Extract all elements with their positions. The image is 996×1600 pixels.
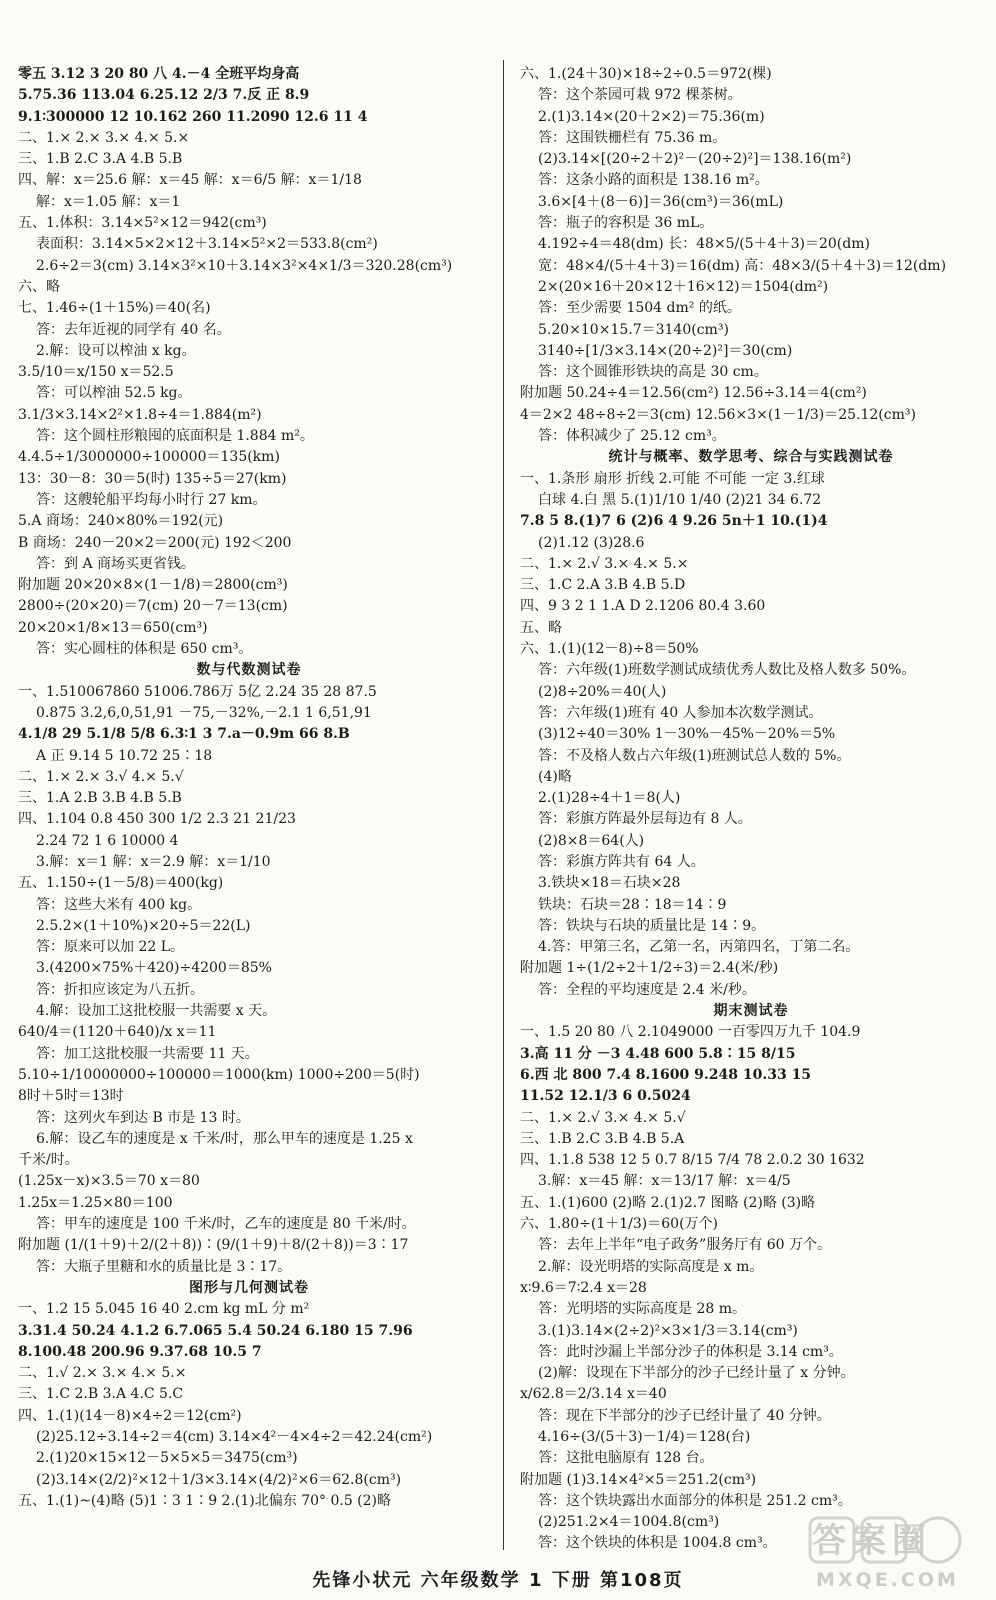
- answer-line: 六、略: [18, 278, 60, 295]
- answer-line: 三、1.B 2.C 3.B 4.B 5.A: [520, 1130, 685, 1147]
- answer-line: 答：这个茶园可栽 972 棵茶树。: [538, 87, 742, 104]
- answer-line: 答：体积减少了 25.12 cm³。: [538, 428, 726, 445]
- answer-line: 2.6÷2＝3(cm) 3.14×3²×10＋3.14×3²×4×1/3＝320.28(cm³): [36, 257, 453, 274]
- answer-line: 答：这个圆锥形铁块的高是 30 cm。: [538, 364, 768, 381]
- answer-line: 4.答：甲第三名，乙第一名，丙第四名，丁第二名。: [538, 939, 860, 956]
- answer-line: 附加题 (1/(1＋9)＋2/(2＋8))∶(9/(1＋9)＋8/(2＋8))＝3∶17: [18, 1237, 409, 1254]
- answer-line: 4.192÷4＝48(dm) 长：48×5/(5＋4＋3)＝20(dm): [538, 236, 870, 253]
- answer-line: 答：去年上半年“电子政务”服务厅有 60 万个。: [538, 1237, 832, 1254]
- answer-line: 附加题 1÷(1/2÷2＋1/2÷3)＝2.4(米/秒): [520, 960, 779, 977]
- answer-line: 一、1.2 15 5.045 16 40 2.cm kg mL 分 m²: [18, 1301, 310, 1318]
- answer-line: 答：这艘轮船平均每小时行 27 km。: [36, 491, 267, 508]
- answer-line: 答：实心圆柱的体积是 650 cm³。: [36, 641, 253, 658]
- answer-line: B 商场：240－20×2＝200(元) 192＜200: [18, 534, 292, 551]
- answer-line: 5.20×10×15.7＝3140(cm³): [538, 321, 729, 338]
- answer-line: 答：这个铁块的体积是 1004.8 cm³。: [538, 1535, 777, 1552]
- answer-line: 答：这条小路的面积是 138.16 m²。: [538, 172, 769, 189]
- answer-line: 答：不及格人数占六年级(1)班测试总人数的 5%。: [538, 747, 851, 764]
- answer-line: 答：加工这批校服一共需要 11 天。: [36, 1045, 259, 1062]
- answer-line: 答：瓶子的容积是 36 mL。: [538, 215, 714, 232]
- answer-line: 2.(1)28÷4＋1＝8(人): [538, 790, 681, 807]
- answer-line: 2.5.2×(1＋10%)×20÷5＝22(L): [36, 917, 251, 934]
- section-title: 数与代数测试卷: [196, 662, 302, 679]
- answer-line: 附加题 (1)3.14×4²×5＝251.2(cm³): [520, 1471, 757, 1488]
- answer-line: 3.解：x＝1 解：x＝2.9 解：x＝1/10: [36, 853, 271, 870]
- answer-line: 铁块：石块＝28∶18＝14∶9: [538, 896, 727, 913]
- answer-line: 3.1/3×3.14×2²×1.8÷4＝1.884(m²): [18, 406, 262, 423]
- answer-line: 1.25x＝1.25×80＝100: [18, 1194, 173, 1211]
- answer-line: 宽：48×4/(5＋4＋3)＝16(dm) 高：48×3/(5＋4＋3)＝12(dm): [538, 257, 947, 274]
- answer-line: x/62.8＝2/3.14 x＝40: [520, 1386, 667, 1403]
- answer-line: 一、1.条形 扇形 折线 2.可能 不可能 一定 3.红球: [520, 470, 825, 487]
- answer-line: 答：折扣应该定为八五折。: [36, 981, 204, 998]
- answer-line: 四、1.(1)(14－8)×4÷2＝12(cm²): [18, 1407, 242, 1424]
- answer-line: 3.(4200×75%＋420)÷4200＝85%: [36, 960, 272, 977]
- answer-line: 答：光明塔的实际高度是 28 m。: [538, 1301, 746, 1318]
- answer-line: 4＝2×2 48÷8÷2＝3(cm) 12.56×3×(1－1/3)＝25.12(cm³): [520, 406, 916, 423]
- answer-line: 答：铁块与石块的质量比是 14∶9。: [538, 917, 766, 934]
- answer-line: 6.解：设乙车的速度是 x 千米/时，那么甲车的速度是 1.25 x: [36, 1130, 413, 1147]
- answer-line: 四、9 3 2 1 1.A D 2.1206 80.4 3.60: [520, 598, 766, 615]
- answer-line: 五、1.(1)600 (2)略 2.(1)2.7 图略 (2)略 (3)略: [520, 1194, 816, 1211]
- answer-line: 7.8 5 8.(1)7 6 (2)6 4 9.26 5n＋1 10.(1)4: [520, 513, 828, 530]
- answer-line: 13：30－8：30＝5(时) 135÷5＝27(km): [18, 470, 287, 487]
- answer-line: 答：彩旗方阵最外层每边有 8 人。: [538, 811, 752, 828]
- answer-line: 三、1.B 2.C 3.A 4.B 5.B: [18, 151, 183, 168]
- answer-line: 5.A 商场：240×80%＝192(元): [18, 513, 224, 530]
- answer-line: 0.875 3.2,6,0,51,91 －75,－32%,－2.1 1 6,51,91: [36, 704, 372, 721]
- answer-line: 答：彩旗方阵共有 64 人。: [538, 853, 705, 870]
- answer-line: 三、1.C 2.B 3.A 4.C 5.C: [18, 1386, 184, 1403]
- answer-line: 答：这批电脑原有 128 台。: [538, 1450, 714, 1467]
- answer-line: (2)3.14×(2/2)²×12＋1/3×3.14×(4/2)²×6＝62.8(cm³): [36, 1471, 402, 1488]
- answer-line: 答：可以榨油 52.5 kg。: [36, 385, 192, 402]
- answer-line: 答：这些大米有 400 kg。: [36, 896, 202, 913]
- answer-line: 答：这围铁栅栏有 75.36 m。: [538, 129, 727, 146]
- answer-line: (2)8×8＝64(人): [538, 832, 645, 849]
- section-title: 统计与概率、数学思考、综合与实践测试卷: [608, 449, 894, 466]
- answer-line: 七、1.46÷(1＋15%)＝40(名): [18, 300, 211, 317]
- answer-line: 五、1.(1)~(4)略 (5)1∶3 1∶9 2.(1)北偏东 70° 0.5 (2)略: [18, 1492, 392, 1509]
- answer-line: 答：这个铁块露出水面部分的体积是 251.2 cm³。: [538, 1492, 852, 1509]
- answer-line: 8时＋5时＝13时: [18, 1088, 124, 1105]
- answer-line: 3.31.4 50.24 4.1.2 6.7.065 5.4 50.24 6.180 15 7.96: [18, 1322, 413, 1339]
- answer-line: 答：此时沙漏上半部分沙子的体积是 3.14 cm³。: [538, 1343, 843, 1360]
- answer-line: 四、1.104 0.8 450 300 1/2 2.3 21 21/23: [18, 811, 296, 828]
- answer-line: 答：这个圆柱形粮囤的底面积是 1.884 m²。: [36, 428, 314, 445]
- answer-line: 二、1.× 2.√ 3.× 4.× 5.×: [520, 555, 689, 572]
- answer-line: (2)3.14×[(20÷2＋2)²－(20÷2)²]＝138.16(m²): [538, 151, 852, 168]
- answer-line: 2.(1)20×15×12－5×5×5＝3475(cm³): [36, 1450, 298, 1467]
- answer-line: 4.1/8 29 5.1/8 5/8 6.3∶1 3 7.a－0.9m 66 8.B: [18, 726, 350, 743]
- answer-line: 6.西 北 800 7.4 8.1600 9.248 10.33 15: [520, 1066, 812, 1083]
- answer-line: (2)251.2×4＝1004.8(cm³): [538, 1514, 720, 1531]
- answer-line: 9.1∶300000 12 10.162 260 11.2090 12.6 11 4: [18, 108, 368, 125]
- answer-line: 3.5/10＝x/150 x＝52.5: [18, 364, 174, 381]
- page-footer: 先锋小状元 六年级数学 1 下册 第108页: [312, 1570, 684, 1591]
- answer-line: (3)12÷40＝30% 1－30%－45%－20%＝5%: [538, 726, 836, 743]
- answer-line: 表面积：3.14×5×2×12＋3.14×5²×2＝533.8(cm²): [36, 236, 378, 253]
- answer-line: (2)解：设现在下半部分的沙子已经计量了 x 分钟。: [538, 1365, 855, 1382]
- answer-line: 3140÷[1/3×3.14×(20÷2)²]＝30(cm): [538, 342, 793, 359]
- answer-line: 答：甲车的速度是 100 千米/时，乙车的速度是 80 千米/时。: [36, 1216, 416, 1233]
- answer-line: 640/4＝(1120＋640)/x x＝11: [18, 1024, 217, 1041]
- answer-line: 答：六年级(1)班数学测试成绩优秀人数比及格人数多 50%。: [538, 662, 916, 679]
- answer-line: 三、1.C 2.A 3.B 4.B 5.D: [520, 577, 686, 594]
- answer-line: 答：去年近视的同学有 40 名。: [36, 321, 231, 338]
- answer-line: 3.6×[4＋(8－6)]＝36(cm³)＝36(mL): [538, 193, 784, 210]
- answer-line: 2×(20×16＋20×12＋16×12)＝1504(dm²): [538, 278, 829, 295]
- answer-line: 答：至少需要 1504 dm² 的纸。: [538, 300, 741, 317]
- answer-line: 2.解：设光明塔的实际高度是 x m。: [538, 1258, 764, 1275]
- answer-line: 二、1.× 2.√ 3.× 4.× 5.√: [520, 1109, 686, 1126]
- answer-line: 4.解：设加工这批校服一共需要 x 天。: [36, 1003, 277, 1020]
- answer-line: 三、1.A 2.B 3.B 4.B 5.B: [18, 790, 182, 807]
- column-divider: [503, 60, 504, 1550]
- answer-line: 千米/时。: [18, 1152, 79, 1169]
- answer-line: 附加题 50.24÷4＝12.56(cm²) 12.56÷3.14＝4(cm²): [520, 385, 867, 402]
- answer-line: 5.75.36 113.04 6.25.12 2/3 7.反 正 8.9: [18, 87, 310, 104]
- left-column: [18, 64, 480, 1564]
- answer-line: 二、1.× 2.× 3.√ 4.× 5.√: [18, 768, 184, 785]
- section-title: 图形与几何测试卷: [189, 1279, 309, 1296]
- answer-line: 答：现在下半部分的沙子已经计量了 40 分钟。: [538, 1407, 831, 1424]
- answer-line: 3.解：x＝45 解：x＝13/17 解：x＝4/5: [538, 1173, 791, 1190]
- answer-line: 解：x＝1.05 解：x＝1: [36, 193, 181, 210]
- answer-line: 白球 4.白 黑 5.(1)1/10 1/40 (2)21 34 6.72: [538, 491, 822, 508]
- watermark-top-text: 答案圈: [812, 1521, 932, 1561]
- answer-line: 答：大瓶子里糖和水的质量比是 3∶17。: [36, 1258, 292, 1275]
- answer-line: 四、解：x＝25.6 解：x＝45 解：x＝6/5 解：x＝1/18: [18, 172, 362, 189]
- answer-line: 五、1.150÷(1－5/8)＝400(kg): [18, 875, 224, 892]
- answer-line: 一、1.5 20 80 八 2.1049000 一百零四万九千 104.9: [520, 1024, 861, 1041]
- answer-line: 2.24 72 1 6 10000 4: [36, 832, 179, 849]
- answer-line: 附加题 20×20×8×(1－1/8)＝2800(cm³): [18, 577, 288, 594]
- answer-line: 3.铁块×18＝石块×28: [538, 875, 681, 892]
- answer-line: 五、1.体积：3.14×5²×12＝942(cm³): [18, 215, 267, 232]
- answer-line: 2.(1)3.14×(20＋2×2)＝75.36(m): [538, 108, 765, 125]
- answer-line: 3.高 11 分 －3 4.48 600 5.8∶15 8/15: [520, 1045, 796, 1062]
- answer-line: 2.解：设可以榨油 x kg。: [36, 342, 196, 359]
- answer-line: 答：全程的平均速度是 2.4 米/秒。: [538, 981, 756, 998]
- answer-line: 答：这列火车到达 B 市是 13 时。: [36, 1109, 250, 1126]
- right-column: [520, 64, 982, 1564]
- answer-line: 4.16÷(3/(5＋3)－1/4)＝128(台): [538, 1429, 751, 1445]
- watermark-bottom-text: MXQE.COM: [816, 1569, 959, 1591]
- section-title: 期末测试卷: [713, 1003, 789, 1020]
- answer-line: 答：原来可以加 22 L。: [36, 939, 185, 956]
- answer-line: A 正 9.14 5 10.72 25∶18: [36, 747, 213, 764]
- answer-line: 5.10÷1/10000000÷100000＝1000(km) 1000÷200＝5(时): [18, 1066, 420, 1083]
- answer-line: (1.25x－x)×3.5＝70 x＝80: [18, 1173, 200, 1190]
- answer-line: 二、1.× 2.× 3.× 4.× 5.×: [18, 129, 190, 146]
- answer-line: 零五 3.12 3 20 80 八 4.－4 全班平均身高: [18, 66, 300, 82]
- answer-line: 五、略: [520, 619, 562, 636]
- answer-line: 答：到 A 商场买更省钱。: [36, 555, 196, 572]
- answer-line: 3.(1)3.14×(2÷2)²×3×1/3＝3.14(cm³): [538, 1322, 798, 1339]
- answer-line: 六、1.(1)(12－8)÷8＝50%: [520, 641, 699, 658]
- answer-line: 8.100.48 200.96 9.37.68 10.5 7: [18, 1343, 262, 1360]
- answer-line: 答：六年级(1)班有 40 人参加本次数学测试。: [538, 704, 823, 721]
- answer-line: 四、1.1.8 538 12 5 0.7 8/15 7/4 78 2.0.2 30 1632: [520, 1152, 865, 1169]
- answer-line: 六、1.(24＋30)×18÷2÷0.5＝972(棵): [520, 66, 772, 82]
- answer-line: (4)略: [538, 768, 572, 785]
- answer-line: 20×20×1/8×13＝650(cm³): [18, 619, 208, 636]
- answer-line: 11.52 12.1/3 6 0.5024: [520, 1088, 691, 1105]
- answer-line: (2)1.12 (3)28.6: [538, 534, 645, 551]
- answer-line: 二、1.√ 2.× 3.× 4.× 5.×: [18, 1365, 187, 1382]
- answer-line: 一、1.510067860 51006.786万 5亿 2.24 35 28 87.5: [18, 683, 377, 700]
- answer-line: 六、1.80÷(1＋1/3)＝60(万个): [520, 1216, 719, 1233]
- answer-line: 2800÷(20×20)＝7(cm) 20－7＝13(cm): [18, 598, 288, 615]
- answer-line: (2)8÷20%＝40(人): [538, 683, 667, 700]
- answer-line: (2)25.12÷3.14÷2＝4(cm) 3.14×4²－4×4÷2＝42.24(cm²): [36, 1429, 433, 1445]
- answer-line: 4.4.5÷1/3000000÷100000＝135(km): [18, 449, 280, 466]
- answer-line: x∶9.6＝7∶2.4 x＝28: [520, 1279, 647, 1296]
- watermark-logo: [806, 1512, 986, 1592]
